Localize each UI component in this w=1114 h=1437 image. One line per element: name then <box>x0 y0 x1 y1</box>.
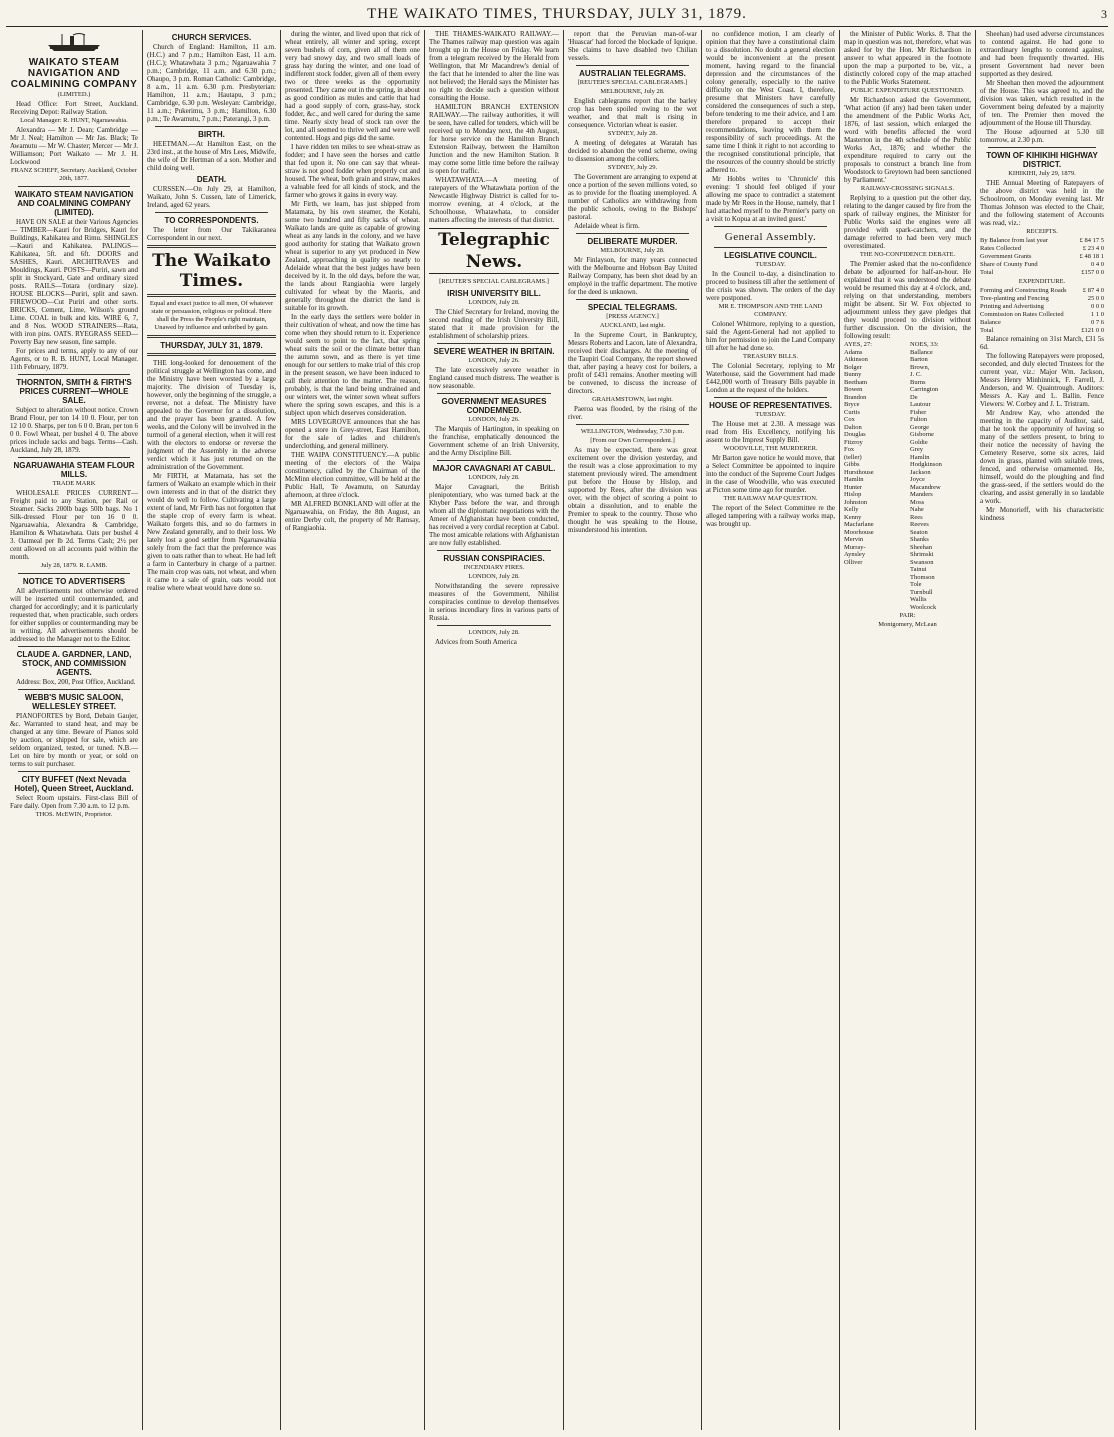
account-label: Rates Collected <box>980 245 1021 252</box>
ad-prices-title: THORNTON, SMITH & FIRTH'S PRICES CURRENT—WHOLE SALE. <box>16 378 132 405</box>
divider <box>576 233 689 234</box>
article-text: THE Annual Meeting of Ratepayers of the above district was held in the Schoolroom, on Monday evening last. Mr Thomas Johnson was elected to the Chair, and the following statement of Accounts was read, viz.: <box>980 179 1104 227</box>
masthead <box>6 4 1108 27</box>
account-label: Printing and Advertising <box>980 303 1044 310</box>
account-value: £ 87 4 0 <box>1082 287 1104 294</box>
article-text: no confidence motion, I am clearly of opinion that they have a constitutional claim to a dissolution. No doubt a general election would be inconvenient at the present moment, having regard to the financial depression and the circumstances of the colony generally, especially to the native difficulty on the West Coast. I, therefore, presume that Ministers have carefully considered the consequences of such a step, before tendering to me their advice, and I am therefore prepared to accept their recommendations, leaving with them the responsibility of such proceedings. At the same time I think it right to not according to the recognised constitutional principle, that the resources of the country should be strictly adhered to. <box>706 30 835 174</box>
noes-names <box>910 348 942 612</box>
article-text: The House met at 2.30. A message was read from His Excellency, notifying his assent to the Imprest Supply Bill. <box>706 420 835 444</box>
member-name: Macfarlane <box>844 521 874 528</box>
member-name: Shrimski <box>910 551 934 558</box>
member-name: Moorhouse <box>844 528 874 536</box>
account-value: 0 7 6 <box>1091 319 1104 326</box>
divider <box>576 299 689 300</box>
murder-title: DELIBERATE MURDER. <box>587 237 678 246</box>
double-rule <box>147 245 276 248</box>
member-name: Fox (teller) <box>844 446 862 461</box>
article-text: The House adjourned at 5.30 till tomorrow, at 2.30 p.m. <box>980 128 1104 144</box>
account-label: Total <box>980 327 994 334</box>
member-name: Nahe <box>910 506 924 513</box>
article-text: HAMILTON BRANCH EXTENSION RAILWAY.—The railway authorities, it will be seen, have called for tenders, which will be received up to Monday next, the 4th August, for horse service on the Hamilton Branch Extension Railway, between the Hamilton Junction and the new Hamilton Station. It may come some little time before the railway is open for traffic. <box>429 103 559 175</box>
member-name: Sheehan <box>910 543 933 551</box>
subheading: THE NO-CONFIDENCE DEBATE. <box>859 251 956 258</box>
reuters-sub: [REUTER'S SPECIAL CABLEGRAMS.] <box>577 79 688 86</box>
ad-wsn-agent: Local Manager: R. HUNT, Ngaruawahia. <box>20 117 128 124</box>
buffet-title: CITY BUFFET (Next Nevada Hotel), Queen Street, Auckland. <box>14 775 134 793</box>
article-text: In the Supreme Court, in Bankruptcy, Messrs Roberts and Lacon, late of Alexandra, received their discharges. At the meeting of the Taupiri Coal Company, the report showed that, after paying a heavy cost for boilers, a profit of £431 remains. Another meeting will be convened, to discuss the increase of directors. <box>568 331 697 395</box>
member-name: Shanks <box>910 536 929 543</box>
member-name: Bryce <box>844 401 860 408</box>
receipts-title: RECEIPTS. <box>1026 228 1058 235</box>
noes-label: NOES, 33: <box>910 341 939 348</box>
weather-title: SEVERE WEATHER IN BRITAIN. <box>433 347 555 356</box>
member-name: Woolcock <box>910 603 937 611</box>
divider <box>155 126 268 127</box>
member-name: Goldie <box>910 438 928 446</box>
divider <box>988 147 1096 148</box>
dateline: LONDON, July 28. <box>468 573 520 580</box>
house-title: HOUSE OF REPRESENTATIVES. <box>709 401 832 410</box>
article-text: Mr Monorieff, with his characteristic kindness <box>980 506 1104 522</box>
columns <box>6 30 1108 1430</box>
divider <box>437 550 551 551</box>
account-row <box>980 327 1104 335</box>
page-number: 3 <box>1101 7 1108 21</box>
account-label: Share of County Fund <box>980 261 1038 268</box>
divider <box>18 374 130 375</box>
church-body: Church of England: Hamilton, 11 a.m. (H.C.) and 7 p.m.; Hamilton East, 11 a.m. (H.C.); Whatawhata 3 p.m.; Ngaruawahia 7 p.m.; Cambridge, 11 a.m. and 6.30 p.m.; Ohaupo, 3 p.m. Roman Catholic: Cambridge, 8 a.m., 11 a.m. 6.30 p.m. Presbyterian: Hamilton, 11 a.m.; Hautapu, 3 p.m.; Cambridge, 6.30 p.m. Wesleyan: Cambridge, 11 a.m.; Pukerimu, 3 p.m.; Hamilton, 6.30 p.m.; Te Awamutu, 7 p.m.; Paterangi, 3 p.m. <box>147 43 276 123</box>
notice-title: NOTICE TO ADVERTISERS <box>22 577 126 586</box>
dateline: LONDON, July 28. <box>468 474 520 481</box>
ad-timber-body: HAVE ON SALE at their Various Agencies— TIMBER—Kauri for Bridges, Kauri for Buildings, Kahikatea and Rimu. SHINGLES—Kauri and Kahikatea. PALINGS—Kahikatea, 5ft. and 6ft. DOORS and SASHES, Kauri. ARCHITRAVES and Mouldings, Kauri. POSTS—Puriri, sawn and split in Stockyard, Gate and ordinary sized posts. RAILS—Totara (ordinary size). HOUSE BLOCKS—Puriri, split and sawn. FIREWOOD—Cut Puriri and other sorts. BRICKS, Cement, Lime, Wilson's ground Lime. COAL in bulk and kits. WIRE 6, 7, and 8 Nos. WOOD STRAINERS—Rata, with iron pins. OATS. RYEGRASS SEED—Poverty Bay new season, fine sample. <box>10 218 138 346</box>
member-name: Fulton <box>910 416 928 423</box>
reuters-sub: [REUTER'S SPECIAL CABLEGRAMS.] <box>439 278 549 285</box>
account-row <box>980 253 1104 261</box>
member-name: Wallis <box>910 596 927 603</box>
member-name: Brown, J. C. <box>910 363 930 378</box>
divider <box>437 625 551 626</box>
member-name: Fitzroy <box>844 438 863 446</box>
member-name: Manders <box>910 491 933 498</box>
member-name: Douglas <box>844 431 866 438</box>
dateline: TUESDAY. <box>755 411 786 418</box>
article-text: THE THAMES-WAIKATO RAILWAY.—The Thames railway map question was again brought up in the House on Friday. We learn from a telegram received by the Herald from Wellington, that Mr Macandrew's denial of the fact that he intended to alter the line was not believed; the Herald says the Minister has no right to decide such a question without consulting the House. <box>429 30 559 102</box>
article-text: report that the Peruvian man-of-war 'Huascar' had forced the blockade of Iquique. She claims to have disabled two Chilian vessels. <box>568 30 697 62</box>
article-text: Mr Barton gave notice he would move, that a Select Committee be appointed to inquire into the conduct of the Supreme Court Judges in the case of Woodville, who was executed at Picton some time ago for murder. <box>706 454 835 494</box>
account-row <box>980 303 1104 311</box>
correspondents-title: TO CORRESPONDENTS. <box>164 216 259 225</box>
member-name: Bunny <box>844 371 862 378</box>
member-name: Turnbull <box>910 588 933 596</box>
column-6 <box>701 30 839 1430</box>
noes-list <box>910 341 971 611</box>
correspondents-body: The letter from Our Takikaranea Correspondent in our next. <box>147 226 276 242</box>
church-title: CHURCH SERVICES. <box>171 33 252 42</box>
member-name: De Lautour <box>910 393 931 408</box>
article-text: Replying to a question put the other day, relating to the danger caused by fire from the spark of railway engines, the Minister for Public Works said the engines were all provided with spark-catchers, and the damage referred to had been very much overestimated. <box>844 194 971 250</box>
dateline: LONDON, July 28. <box>468 629 520 636</box>
cavagnari-body: Major Cavagnari, the British plenipotentiary, who was turned back at the Khyber Pass before the war, and through whom all the diplomatic negotiations with the Ameer of Afghanistan have been conducted, has received a very cordial reception at Cabul. The most amicable relations with Afghanistan are now fully established. <box>429 483 559 547</box>
dateline: AUCKLAND, last night. <box>599 322 666 329</box>
death-body: CURSSEN.—On July 29, at Hamilton, Waikato, John S. Cussen, late of Limerick, Ireland, aged 62 years. <box>147 185 276 209</box>
ad-mills-sign: July 28, 1879. R. LAMB. <box>40 562 108 569</box>
notice-body: All advertisements not otherwise ordered will be inserted until countermanded, and charged for accordingly; and it is particularly requested that, when practicable, such orders for either supplies or countermanding may be in writing. All advertisements should be addressed to the Manager not to the Editor. <box>10 587 138 643</box>
press-agency-sub: [PRESS AGENCY.] <box>606 313 659 320</box>
member-name: Reeves <box>910 521 929 528</box>
member-name: Barton <box>910 356 928 363</box>
article-text: Mr Finlayson, for many years connected with the Melbourne and Hobson Bay United Railway Company, has been shot dead by an employé in the traffic department. The motive for the deed is unknown. <box>568 256 698 296</box>
russia-sub: INCENDIARY FIRES. <box>463 564 525 571</box>
birth-body: HEETMAN.—At Hamilton East, on the 23rd inst., at the house of Mrs Lees, Midwife, the wife of Dr Hertman of a son. Mother and child doing well. <box>147 140 276 172</box>
article-text: Mr Richardson asked the Government, 'What action (if any) had been taken under the amendment of the Public Works Act, 1876, of last session, which enlarged the word with benefits affected the word Masterton in the 4th schedule of the Public Works Act, 1876; and whether the expenditure required to carry out the proposals to construct a branch line from Woodstock to Greytown had been sanctioned by Parliament.' <box>844 96 971 184</box>
account-value: 0 0 0 <box>1091 303 1104 310</box>
dateline: MELBOURNE, July 28. <box>600 88 665 95</box>
member-name: Moss <box>910 498 925 506</box>
member-name: George <box>910 423 930 431</box>
expenditure-title: EXPENDITURE. <box>1018 278 1066 285</box>
member-name: Bowen <box>844 386 863 393</box>
member-name: Brandon <box>844 393 867 401</box>
article-text: The Government are arranging to expend at once a portion of the seven millions voted, so as to provide for the floating unemployed. A number of Catholics are withdrawing from the public schools, owing to the Bishops' pastoral. <box>568 173 697 221</box>
member-name: Fisher <box>910 408 927 416</box>
masthead-title: THE WAIKATO TIMES, THURSDAY, JULY 31, 1879. <box>367 6 747 22</box>
member-name: Beetham <box>844 378 868 386</box>
member-name: Hislop <box>844 491 862 498</box>
article-text: In the Council to-day, a disinclination to proceed to business till after the settlement of the crisis was shown. The orders of the day were postponed. <box>706 270 835 302</box>
divider <box>18 186 130 187</box>
correspondent-sub: [From our Own Correspondent.] <box>590 437 675 444</box>
divider <box>576 65 689 66</box>
motto: Equal and exact justice to all men, Of whatever state or persuasion, religious or political. Here shall the Press the People's right maintain, Unawed by influence and unbribed by gain. <box>149 300 274 331</box>
member-name: Gisborne <box>910 431 934 438</box>
leader-text-2: Mr FIRTH, at Matamata, has set the farmers of Waikato an example which in their own interests and in that of the district they would do well to follow. Cultivating a large extent of land, Mr Firth has not forgotten that the staple crop of every farm is wheat. Waikato forgets this, and so do farmers in New Zealand generally, and to their loss. We lately lost a good settler from Ngaruawahia solely from the fact that the preference was given to oats rather than to wheat. He had left a farm in Canterbury in charge of a partner. The main crop was oats, not wheat, and when it came to a sale of grain, oats would not realise where wheat would have done so. <box>147 472 276 592</box>
account-row <box>980 269 1104 277</box>
member-name: Seaton <box>910 528 928 536</box>
dateline: SYDNEY, July 29. <box>607 164 658 171</box>
gov-body: The Marquis of Hartington, in speaking on the franchise, emphatically denounced the Government scheme of an Irish University, and the Army Discipline Bill. <box>429 425 559 457</box>
member-name: Mervin <box>844 536 864 543</box>
buffet-sign: THOS. McEWIN, Proprietor. <box>35 811 113 818</box>
subheading: WOODVILLE, THE MURDERER. <box>723 445 818 452</box>
ad-mills-body: WHOLESALE PRICES CURRENT— Freight paid to any Station, per Rail or Steamer. Sacks 200lb bags 50lb bags. No 1 Silk-dressed Flour per ton 16 0 0. Ngaruawahia, Alexandra & Cambridge, Hamilton & Whatawhata. Oats per bushel 4 3. Oatmeal per lb 2d. Terms Cash; 2½ per cent allowed on all accounts paid within the month. <box>10 489 138 561</box>
telegraphic-news-heading: Telegraphic News. <box>429 228 559 274</box>
account-row <box>980 311 1104 319</box>
dateline: KIHIKIHI, July 29, 1879. <box>1008 170 1076 177</box>
article-text: The Premier asked that the no-confidence debate be adjourned for half-an-hour. He explained that it was understood the debate would be resumed this day at 4 o'clock, and, relying on that understanding, members might be absent. Sir W. Fox objected to adjournment unless they gave pledges that they would proceed to division without further discussion. On the division, the following result: <box>844 260 971 340</box>
ad-wsn-title: WAIKATO STEAM NAVIGATION AND COALMINING COMPANY <box>10 57 138 90</box>
pair-label: PAIR: <box>899 612 916 619</box>
account-value: 0 4 0 <box>1091 261 1104 268</box>
dateline: GRAHAMSTOWN, last night. <box>592 396 673 403</box>
irish-body: The Chief Secretary for Ireland, moving the second reading of the Irish University Bill, stated that it made provision for the establishment of scholarship prizes. <box>429 308 559 340</box>
member-name: Rees <box>910 513 923 521</box>
member-name: Johnston <box>844 498 868 506</box>
divider <box>155 212 268 213</box>
ad-mills-title: NGARUAWAHIA STEAM FLOUR MILLS. <box>13 461 135 479</box>
account-label: Balance <box>980 319 1001 326</box>
weather-body: The late excessively severe weather in England caused much distress. The weather is now seasonable. <box>429 366 559 390</box>
account-row <box>980 287 1104 295</box>
column-7 <box>839 30 975 1430</box>
member-name: Gibbs <box>844 461 860 468</box>
pair-names: Montgomery, McLean <box>878 621 937 628</box>
dateline: WELLINGTON, Wednesday, 7.30 p.m. <box>580 428 685 435</box>
dateline: LONDON, July 26. <box>468 416 520 423</box>
gardner-title: CLAUDE A. GARDNER, LAND, STOCK, AND COMMISSION AGENTS. <box>16 650 132 677</box>
article-text: The report of the Select Committee re the alleged tampering with a railway works map, was brought up. <box>706 504 835 528</box>
dateline: LONDON, July 26. <box>468 357 520 364</box>
russia-body: Notwithstanding the severe repressive measures of the Government, Nihilist conspiracies continue to develop themselves in serious incendiary fires in various parts of Russia. <box>429 582 559 622</box>
member-name: Bolger <box>844 363 862 371</box>
member-name: Thomson <box>910 573 935 581</box>
divider <box>18 771 130 772</box>
divider <box>18 573 130 574</box>
divider <box>18 457 130 458</box>
kihikihi-title: TOWN OF KIHIKIHI HIGHWAY DISTRICT. <box>986 151 1098 169</box>
article-text: MRS LOVEGROVE announces that she has opened a store in Grey-street, East Hamilton, for the sale of ladies and children's underclothing, and general millinery. <box>285 418 420 450</box>
gov-title: GOVERNMENT MEASURES CONDEMNED. <box>441 397 547 415</box>
account-value: £ 84 17 5 <box>1079 237 1104 244</box>
article-text: The Colonial Secretary, replying to Mr Waterhouse, said the Government had made £442,000 worth of Treasury Bills payable in London at the request of the holders. <box>706 362 835 394</box>
dateline: TUESDAY. <box>755 261 786 268</box>
dateline: SYDNEY, July 28. <box>607 130 658 137</box>
dateline: LONDON, July 28. <box>468 299 520 306</box>
account-row <box>980 237 1104 245</box>
divider <box>714 226 827 227</box>
irish-title: IRISH UNIVERSITY BILL. <box>447 289 541 298</box>
account-value: 1 1 0 <box>1091 311 1104 318</box>
subheading: TREASURY BILLS. <box>742 353 798 360</box>
account-value: £121 0 0 <box>1081 327 1104 334</box>
ad-timber-sign: For prices and terms, apply to any of our Agents, or to R. B. HUNT, Local Manager. 11th February, 1879. <box>10 347 138 371</box>
account-label: By Balance from last year <box>980 237 1048 244</box>
article-text: during the winter, and lived upon that rick of wheat entirely, all winter and spring, except seven bushels of corn, given all of them one very bad snowy day, and two small loads of grass hay during the winter, and one load of indifferent stock fodder, given all of them every two or three weeks as the opportunity presented. They came out in the spring, in about as good condition as mules and cattle that had had a good supply of corn, grass-hay, stock fodder, &c., and well cared for during the same time. Nearly sixty head of stock ran over the lot, and all seemed to thrive well and were well contented. Hogs and pigs did the same. <box>285 30 420 142</box>
general-assembly-heading: General Assembly. <box>724 231 817 243</box>
expenditure-table <box>980 287 1104 335</box>
account-value: 25 0 0 <box>1087 295 1104 302</box>
buffet-body: Select Room upstairs. First-class Bill of Fare daily. Open from 7.30 a.m. to 12 p.m. <box>10 794 138 810</box>
member-name: Ballance <box>910 348 933 356</box>
account-label: Total <box>980 269 994 276</box>
divider <box>576 424 689 425</box>
member-name: Curtis <box>844 408 860 416</box>
account-value: £ 48 18 1 <box>1079 253 1104 260</box>
subheading: MR E. THOMPSON AND THE LAND COMPANY. <box>718 303 823 318</box>
column-5 <box>563 30 701 1430</box>
account-row <box>980 261 1104 269</box>
divider <box>714 397 827 398</box>
legislative-council-title: LEGISLATIVE COUNCIL. <box>724 251 817 260</box>
account-value: £ 23 4 0 <box>1082 245 1104 252</box>
column-4 <box>424 30 563 1430</box>
divider <box>437 393 551 394</box>
ad-wsn-agents: Alexandra — Mr J. Dean; Cambridge — Mr J. Neal; Hamilton — Mr Jas. Black; Te Awamutu — Mr W. Chaster; Mercer — Mr J. Williamson; Port Waikato — Mr J. H. Lockwood <box>10 126 138 166</box>
double-rule <box>147 353 276 356</box>
divider <box>18 646 130 647</box>
ayes-names <box>844 349 873 567</box>
member-name: Macandrew <box>910 483 941 491</box>
member-name: Grey <box>910 446 924 453</box>
webb-body: PIANOFORTES by Bord, Debain Gaujer, &c. Warranted to stand heat, and may be changed at any time. Beware of Pianos sold by auction, or shipped for sale, which are seldom organized, tested, or tuned. N.B.—Let on hire by month or year, or sold on terms to suit purchaser. <box>10 712 138 768</box>
member-name: Tole <box>910 581 922 588</box>
article-text: Paeroa was flooded, by the rising of the river. <box>568 405 697 421</box>
date-line: THURSDAY, JULY 31, 1879. <box>160 341 263 350</box>
member-name: Burns <box>910 378 926 386</box>
ayes-list <box>844 341 905 611</box>
account-label: Commission on Rates Collected <box>980 311 1064 318</box>
article-text: Mr Andrew Kay, who attended the meeting in the capacity of Auditor, said, that he took the opportunity of having so many of the settlers present, to bring to their notice the necessity of having the Cemetery Reserve, some six acres, laid down in grass, planted with suitable trees, fenced, and otherwise ornamented. He, himself, would do the ploughing and find the grass-seed, if the settlers would do the clearing, and assist generally in so laudable a work. <box>980 409 1104 505</box>
double-rule <box>147 335 276 338</box>
webb-title: WEBB'S MUSIC SALOON, WELLESLEY STREET. <box>24 693 124 711</box>
subheading: RAILWAY-CROSSING SIGNALS. <box>860 185 955 192</box>
member-name: Kelly <box>844 506 859 513</box>
member-name: Hamlin <box>844 476 864 483</box>
article-text: Mr Firth, we learn, has just shipped from Matamata, by his own steamer, the Kotahi, some two hundred and fifty sacks of wheat. Waikato lands are quite as capable of growing wheat as any lands in the colony, and we have good authority for stating that Waikato grown wheat is superior to any yet produced in New Zealand, approaching in quality so nearly to Adelaide wheat that the best judges have been deceived by it. In the old days, before the war, the lands about Rangiaohia were largely cultivated for wheat by the Maoris, and generally throughout the district the land is suitable for its growth. <box>285 200 420 312</box>
article-text: In the early days the settlers were bolder in their cultivation of wheat, and now the time has come when they should return to it. Experience would seem to point to the fact, that spring wheat suits the soil or the climate better than the autumn sown, and as there is yet time enough for our settlers to make trial of this crop in the present season, we have been induced to call their attention to the matter. The reason, probably, is that the land being undrained and our winters wet, the winter sown wheat suffers where the spring sown escapes, and this is a subject upon which deserves consideration. <box>285 313 420 417</box>
member-name: Carrington <box>910 386 939 393</box>
member-name: Tainui <box>910 566 927 573</box>
column-1 <box>6 30 142 1430</box>
ayes-label: AYES, 27: <box>844 341 872 348</box>
member-name: Jackson <box>910 468 931 476</box>
member-name: Atkinson <box>844 356 868 363</box>
ad-wsn-body: Head Office: Fort Street, Auckland. Receiving Depot: Railway Station. <box>10 100 138 116</box>
dateline: MELBOURNE, July 28. <box>600 247 665 254</box>
column-2 <box>142 30 280 1430</box>
subheading: THE RAILWAY MAP QUESTION. <box>723 495 818 502</box>
australian-title: AUSTRALIAN TELEGRAMS. <box>579 69 686 78</box>
russia-title: RUSSIAN CONSPIRACIES. <box>443 554 545 563</box>
article-text: Colonel Whitmore, replying to a question, said the Agent-General had not applied to him for permission to join the Land Company till after he had done so. <box>706 320 835 352</box>
column-8 <box>975 30 1108 1430</box>
leader-text: THE long-looked for denouement of the political struggle at Wellington has come, and the Ministry have been worsted by a large majority. The division of Tuesday is, however, only the beginning of the struggle, a reverse, not a defeat. The Ministry have appealed to the Governor for a dissolution, and the prayer has been granted. A few weeks, and the Colony will be involved in the turmoil of a general election, when it will rest with the electors to endorse or reverse the judgment of the Assembly in the adverse verdict which it has just returned on the administration of the Government. <box>147 359 276 471</box>
account-label: Government Grants <box>980 253 1032 260</box>
article-text: I have ridden ten miles to see wheat-straw as fodder; and I have seen the horses and cattle that fed upon it. No one can say that wheat-straw is not good fodder when properly cut and housed. The wheat, both grain and straw, makes a valuable feed for all kinds of stock, and the farmer who grows it gains in every way. <box>285 143 420 199</box>
steamship-icon <box>10 32 138 54</box>
article-text: Advices from South America <box>435 638 517 646</box>
member-name: Hunter <box>844 483 863 491</box>
article-text: As may be expected, there was great excitement over the division yesterday, and the result was a close approximation to my statement previously wired. The amendment put before the House by Hislop, and supported by Rees, after the division was over, with the object of scoring a point to obtain a dissolution, and to enable the Premier to speak to the country. Those who thought he was speaking to the House, misunderstood his intention. <box>568 446 697 534</box>
divider <box>437 460 551 461</box>
subheading: PUBLIC EXPENDITURE QUESTIONED. <box>850 87 965 94</box>
article-text: The following Ratepayers were proposed, seconded, and duly elected Trustees for the current year, viz.: Major Wm. Jackson, Messrs Henry Minhinnick, F. Farrell, J. Anderson, and W. Quaintrough. Auditors: Messrs A. Kay and L. Ballin. Fence Viewers: W. Corbey and J. L. Tristram. <box>980 352 1104 408</box>
article-text: THE WAIPA CONSTITUENCY.—A public meeting of the electors of the Waipa constituency, called by the Chairman of the McMinn election committee, will be held at the Public Hall, Te Awamutu, on Saturday afternoon, at three o'clock. <box>285 451 420 499</box>
account-row <box>980 319 1104 327</box>
divider <box>437 343 551 344</box>
member-name: Hursthouse <box>844 468 874 476</box>
member-name: Hamlin <box>910 453 930 461</box>
article-text: Mr Sheehan then moved the adjournment of the House. This was agreed to, and the division was taken, which resulted in the Government being defeated by a majority of ten. The Premier then moved the adjournment of the House till Thursday. <box>980 79 1104 127</box>
divider <box>18 689 130 690</box>
double-rule <box>147 294 276 297</box>
account-label: Forming and Constructing Roads <box>980 287 1067 294</box>
article-text: English cablegrams report that the barley crop has been spoiled owing to the wet weather, and that malt is rising in consequence. Victorian wheat is easier. <box>568 97 697 129</box>
member-name: Adams <box>844 348 863 356</box>
member-name: Murray-Aynsley <box>844 543 866 558</box>
account-row <box>980 245 1104 253</box>
member-name: Joyce <box>910 476 925 483</box>
account-row <box>980 295 1104 303</box>
account-label: Tree-planting and Fencing <box>980 295 1049 302</box>
column-3 <box>280 30 424 1430</box>
account-value: £157 0 0 <box>1081 269 1104 276</box>
article-text: Sheehan) had used adverse circumstances to contend against. He had gone to extraordinary lengths to contend against, and had been frequently thwarted. His present Government had never been supported as they desired. <box>980 30 1104 78</box>
article-text: the Minister of Public Works. 8. That the map in question was not, therefore, what was asked for by the Hon. Mr Richardson in answer to what appeared in the footnote upon the map a purported to be, viz., a distinctly colored copy of the map attached to the Public Works Statement. <box>844 30 971 86</box>
member-name: Olliver <box>844 558 863 566</box>
article-text: MR ALFRED BONKLAND will offer at the Ngaruawahia, on Friday, the 8th August, an entire Derby colt, the property of Mr Ramsay, of Rangiaohia. <box>285 500 420 532</box>
member-name: Dalton <box>844 423 862 431</box>
death-title: DEATH. <box>196 175 227 184</box>
member-name: Hodgkinson <box>910 461 942 468</box>
article-text: Mr Hobbs writes to 'Chronicle' this evening: 'I should feel obliged if your allowing me space to contradict a statement made by Mr Rees in the House, namely, that I had attached myself to the Premier's party on a visit to Kopua at an invited guest.' <box>706 175 835 223</box>
trade-mark-label: TRADE MARK <box>52 480 96 487</box>
article-text: A meeting of delegates at Waratah has decided to abandon the vend scheme, owing to dissension among the colliers. <box>568 139 697 163</box>
article-text: Adelaide wheat is firm. <box>574 222 640 230</box>
member-name: Kenny <box>844 513 862 521</box>
member-name: Cox <box>844 416 855 423</box>
special-title: SPECIAL TELEGRAMS. <box>587 303 678 312</box>
member-name: Swanson <box>910 558 934 566</box>
ad-timber-title: WAIKATO STEAM NAVIGATION AND COALMINING COMPANY (LIMITED). <box>14 190 134 217</box>
cavagnari-title: MAJOR CAVAGNARI AT CABUL. <box>432 464 556 473</box>
ad-wsn-sign: FRANZ SCHEFF, Secretary. Auckland, October 20th, 1877. <box>11 167 137 182</box>
receipts-table <box>980 237 1104 277</box>
division-list <box>844 341 971 611</box>
ad-prices-body: Subject to alteration without notice. Crown Brand Flour, per ton 14 10 0. Flour, per ton 12 10 0. Sharps, per ton 6 0 0. Bran, per ton 6 0 0. Fowl Wheat, per bushel 4 0. The above prices include sacks and bags. Terms—Cash. Auckland, July 28, 1879. <box>10 406 138 454</box>
birth-title: BIRTH. <box>198 130 225 139</box>
article-text: WHATAWHATA.—A meeting of ratepayers of the Whatawhata portion of the Newcastle Highway District is called for to-morrow evening, at 4 o'clock, at the Schoolhouse, Whatawhata, to consider matters affecting the interests of that district. <box>429 176 559 224</box>
gardner-body: Address: Box, 200, Post Office, Auckland. <box>16 678 136 686</box>
divider <box>714 247 827 248</box>
nameplate: The Waikato Times. <box>152 251 271 291</box>
article-text: Balance remaining on 31st March, £31 5s 6d. <box>980 335 1104 351</box>
ad-wsn-sub: (LIMITED.) <box>57 91 91 98</box>
